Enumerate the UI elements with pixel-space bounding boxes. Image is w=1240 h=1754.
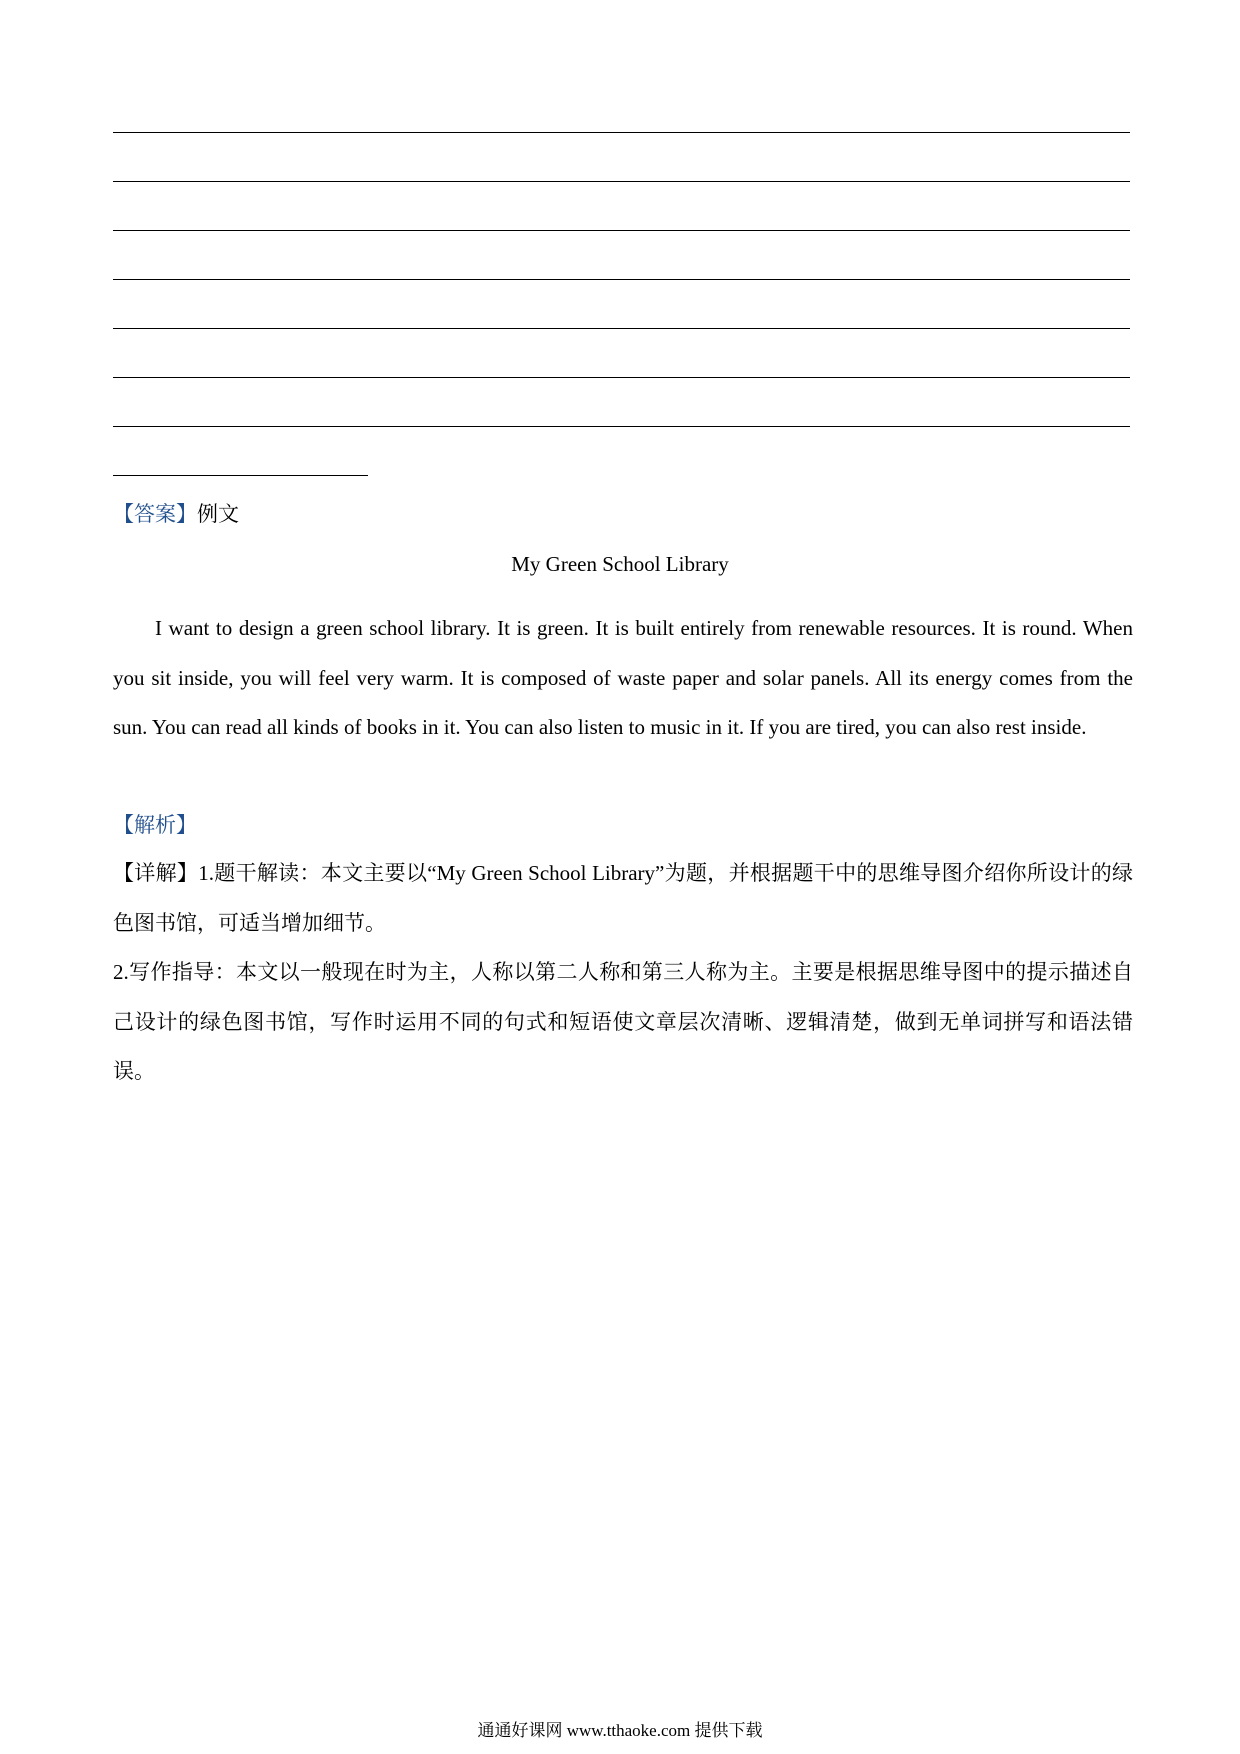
point-1-text: 1.题干解读：本文主要以“My Green School Library”为题，并根据题干中的思维导图介绍你所设计的绿色图书馆，可适当增加细节。 (113, 861, 1134, 935)
answer-heading (113, 499, 239, 529)
answer-tag: 【答案】 (113, 502, 197, 526)
writing-line (113, 230, 1130, 231)
page-footer: 通通好课网 www.tthaoke.com 提供下载 (477, 1721, 763, 1740)
detail-tag: 【详解】 (113, 861, 199, 885)
essay-body: I want to design a green school library. It is green. It is built entirely from renewable resources. It is round. When you sit inside, you will feel very warm. It is composed of waste paper and solar panels. All its energy comes from the sun. You can read all kinds of books in it. You can also listen to music in it. If you are tired, you can also rest inside. (113, 616, 1133, 739)
writing-line-short (113, 475, 368, 476)
analysis-point-1 (113, 849, 1133, 948)
writing-line (113, 181, 1130, 182)
analysis-point-2: 2.写作指导：本文以一般现在时为主，人称以第二人称和第三人称为主。主要是根据思维导图中的提示描述自己设计的绿色图书馆，写作时运用不同的句式和短语使文章层次清晰、逻辑清楚，做到无单词拼写和语法错误。 (113, 960, 1133, 1083)
writing-line (113, 377, 1130, 378)
analysis-heading: 【解析】 (113, 813, 197, 837)
writing-line (113, 426, 1130, 427)
writing-line (113, 132, 1130, 133)
writing-line (113, 279, 1130, 280)
writing-line (113, 328, 1130, 329)
essay-title: My Green School Library (511, 552, 729, 576)
answer-label: 例文 (197, 502, 239, 526)
